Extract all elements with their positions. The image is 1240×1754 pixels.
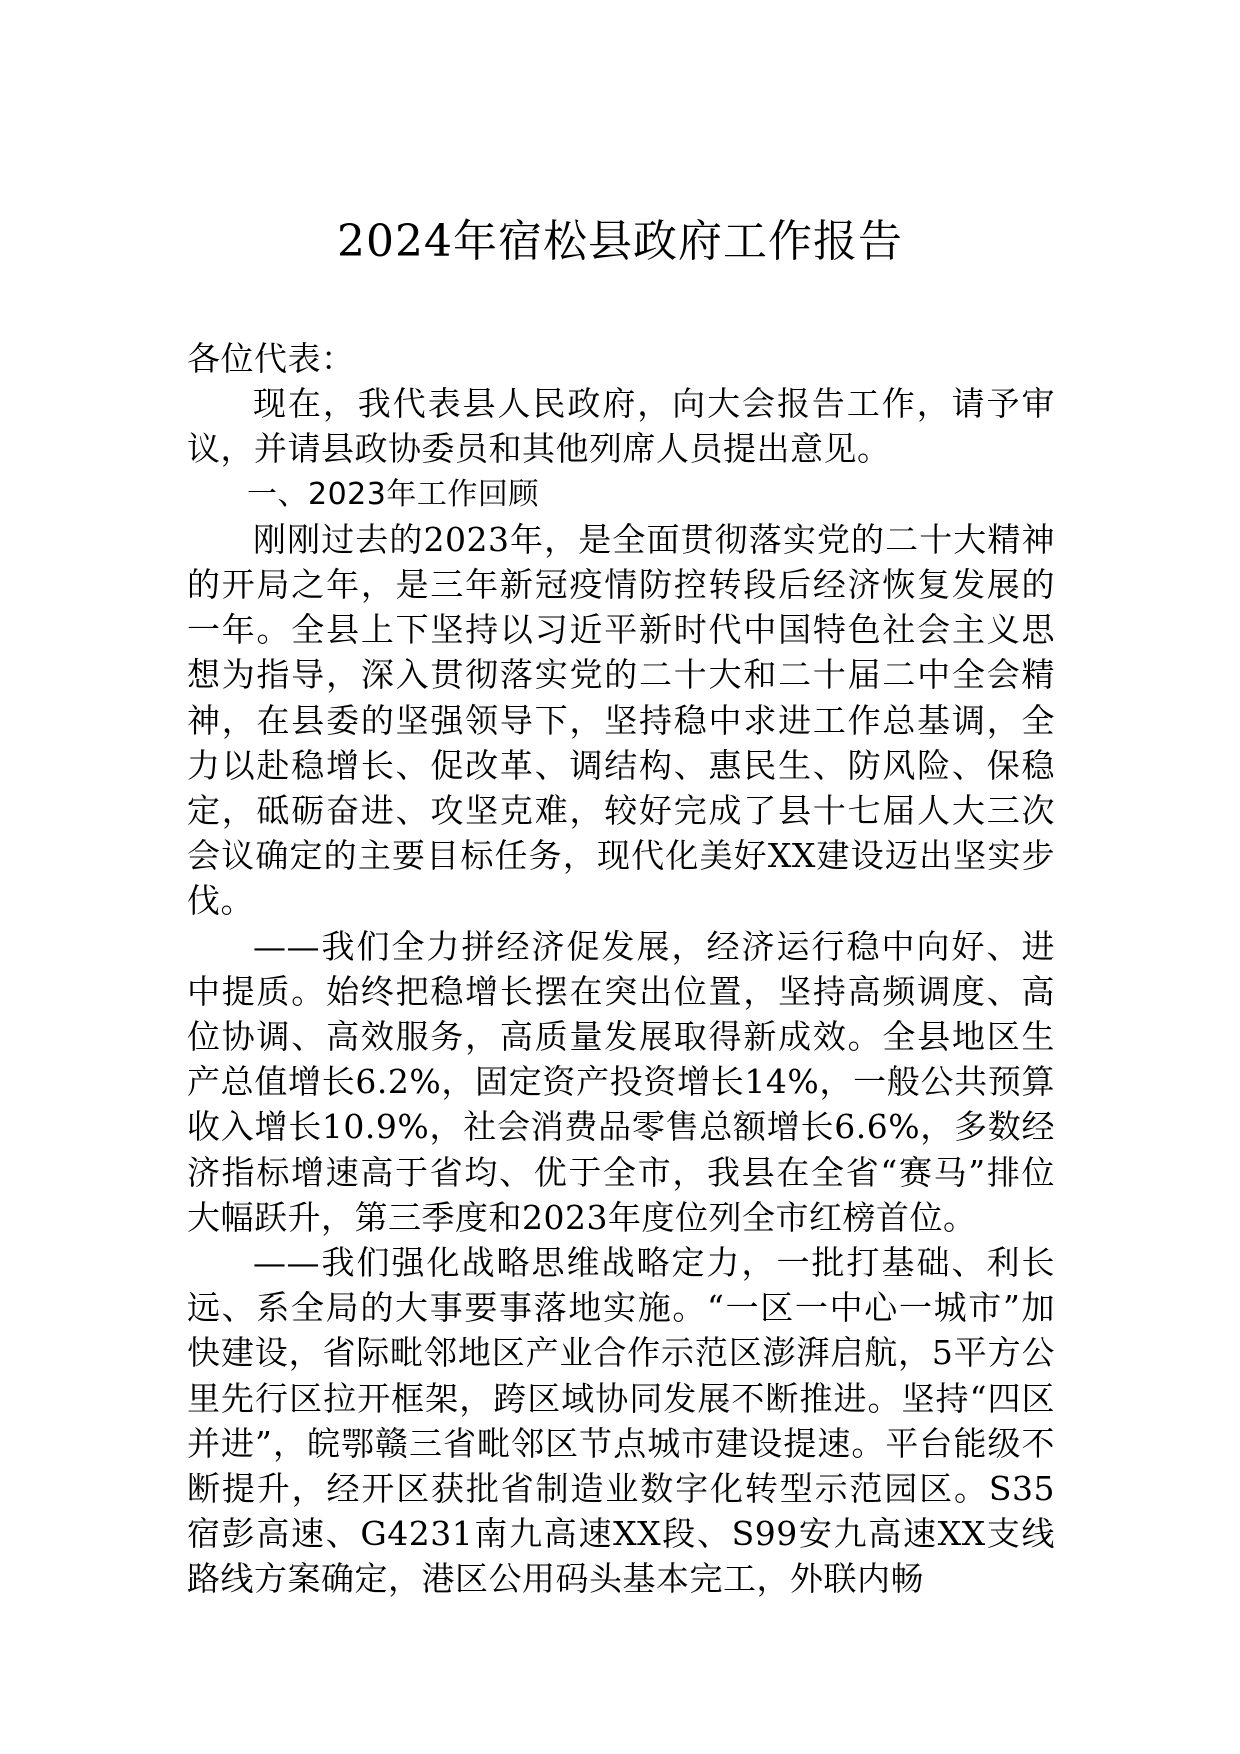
paragraph-intro: 现在，我代表县人民政府，向大会报告工作，请予审议，并请县政协委员和其他列席人员提出意见。 (187, 384, 1055, 469)
section-heading: 一、2023年工作回顾 (247, 476, 539, 512)
salutation: 各位代表： (187, 339, 355, 378)
document-title: 2024年宿松县政府工作报告 (337, 216, 903, 267)
document-body (187, 336, 1055, 1602)
paragraph-review-2023: 刚刚过去的2023年，是全面贯彻落实党的二十大精神的开局之年，是三年新冠疫情防控转段后经济恢复发展的一年。全县上下坚持以习近平新时代中国特色社会主义思想为指导，深入贯彻落实党的二十大和二十届二中全会精神，在县委的坚强领导下，坚持稳中求进工作总基调，全力以赴稳增长、促改革、调结构、惠民生、防风险、保稳定，砥砺奋进、攻坚克难，较好完成了县十七届人大三次会议确定的主要目标任务，现代化美好XX建设迈出坚实步伐。 (187, 519, 1055, 921)
paragraph-strategy: ——我们强化战略思维战略定力，一批打基础、利长远、系全局的大事要事落地实施。“一区一中心一城市”加快建设，省际毗邻地区产业合作示范区澎湃启航，5平方公里先行区拉开框架，跨区域协同发展不断推进。坚持“四区并进”，皖鄂赣三省毗邻区节点城市建设提速。平台能级不断提升，经开区获批省制造业数字化转型示范园区。S35宿彭高速、G4231南九高速XX段、S99安九高速XX支线路线方案确定，港区公用码头基本完工，外联内畅 (187, 1243, 1055, 1599)
paragraph-economy: ——我们全力拼经济促发展，经济运行稳中向好、进中提质。始终把稳增长摆在突出位置，坚持高频调度、高位协调、高效服务，高质量发展取得新成效。全县地区生产总值增长6.2%，固定资产投资增长14%，一般公共预算收入增长10.9%，社会消费品零售总额增长6.6%，多数经济指标增速高于省均、优于全市，我县在全省“赛马”排位大幅跃升，第三季度和2023年度位列全市红榜首位。 (187, 926, 1055, 1237)
